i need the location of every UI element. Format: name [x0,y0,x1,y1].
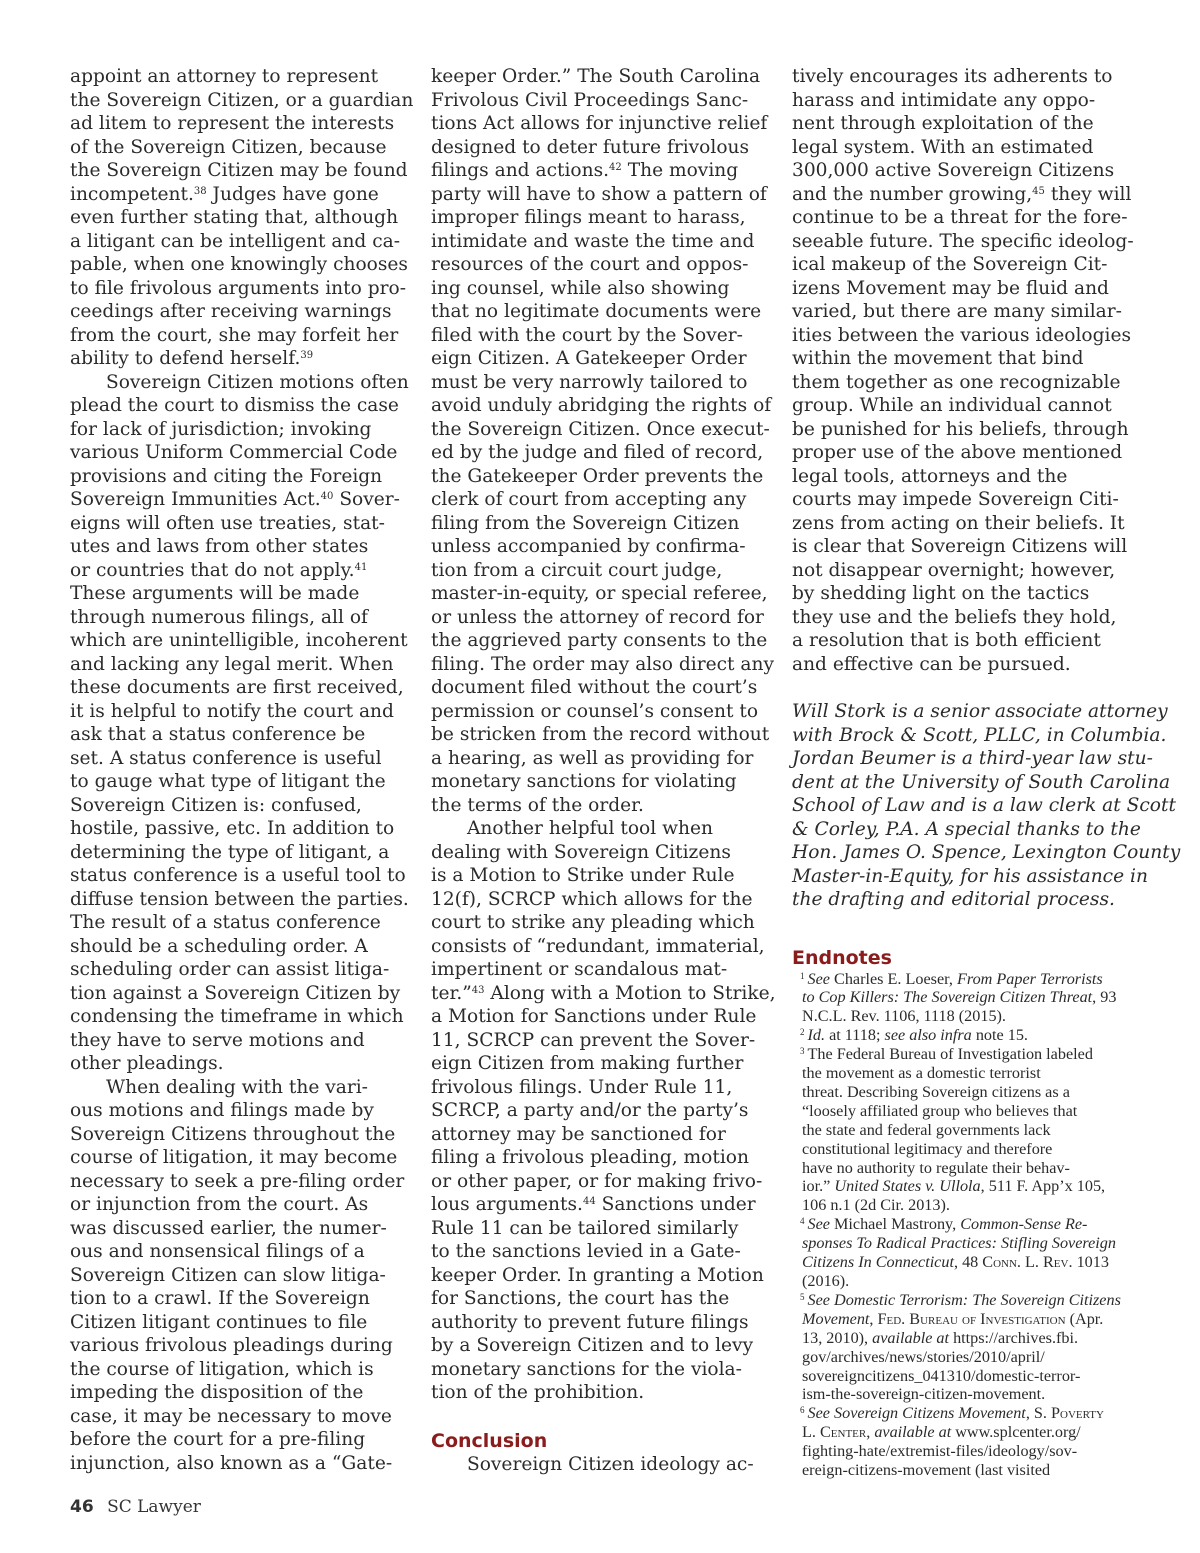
text-line: by shedding light on the tactics [792,583,1090,604]
text-line: ability to defend herself.$^{39}$ [70,348,314,369]
spacer [792,912,1132,946]
text-line: Will Stork is a senior associate attorney [792,701,1168,722]
text-line: be punished for his beliefs, through [792,418,1129,440]
text-line: and the number growing,$^{45}$ they will [792,183,1132,205]
endnote-line: gov/archives/news/stories/2010/april/ [802,1347,1045,1366]
text-line: eign Citizen. A Gatekeeper Order [431,348,747,369]
text-line: tion to a crawl. If the Sovereign [70,1288,370,1309]
text-line: zens from acting on their beliefs. It [792,512,1125,534]
text-line: the course of litigation, which is [70,1358,374,1380]
text-line: The result of a status conference [70,912,381,933]
text-line: it is helpful to notify the court and [70,700,394,722]
text-line: Hon. James O. Spence, Lexington County [792,842,1181,863]
endnote-item: $^2$ Id. at 1118; see also infra note 15. [800,1026,1028,1045]
endnote-line: the movement as a domestic terrorist [802,1064,1041,1083]
text-line: Sovereign Citizen is: confused, [70,794,362,816]
text-line: of the Sovereign Citizen, because [70,136,387,158]
text-line: filings and actions.$^{42}$ The moving [431,160,739,181]
text-line: or unless the attorney of record for [431,606,764,628]
text-line: ceedings after receiving warnings [70,301,392,322]
text-line: eign Citizen from making further [431,1053,744,1074]
text-line: These arguments will be made [70,583,360,604]
text-line: court to strike any pleading which [431,912,755,933]
text-line: filed with the court by the Sover- [431,324,743,346]
text-line: other pleadings. [70,1053,224,1074]
text-line: or countries that do not apply.$^{41}$ [70,559,368,581]
endnote-line: fighting-hate/extremist-files/ideology/sov- [802,1442,1078,1461]
text-line: necessary to seek a pre-filing order [70,1170,405,1192]
text-line: Sovereign Citizen motions often [106,371,409,393]
text-line: provisions and citing the Foreign [70,465,383,487]
text-line: consists of “redundant, immaterial, [431,935,765,957]
text-line: seeable future. The specific ideolog- [792,230,1134,252]
text-line: Citizen litigant continues to file [70,1311,368,1333]
endnote-line: have no authority to regulate their behav- [802,1158,1070,1177]
text-line: Sovereign Citizen ideology ac- [467,1453,754,1475]
text-line: dent at the University of South Carolina [792,771,1171,793]
text-line: a hearing, as well as providing for [431,747,754,769]
text-line: 11, SCRCP can prevent the Sover- [431,1029,756,1051]
text-line: ask that a status conference be [70,724,366,745]
column-1 [70,65,414,1475]
text-line: filing. The order may also direct any [431,653,774,675]
text-line: hostile, passive, etc. In addition to [70,818,395,839]
column-2 [431,65,776,1476]
text-line: Jordan Beumer is a third-year law stu- [792,748,1153,769]
text-line: When dealing with the vari- [106,1076,368,1098]
text-line: Sovereign Citizen can slow litiga- [70,1264,386,1286]
text-line: ities between the various ideologies [792,324,1131,346]
text-line: & Corley, P.A. A special thanks to the [792,818,1141,840]
text-line: master-in-equity, or special referee, [431,583,768,604]
endnote-line: to Cop Killers: The Sovereign Citizen Threat, 93 [802,988,1117,1007]
endnote-item: $^3$ The Federal Bureau of Investigation labeled [800,1045,1093,1064]
spacer [792,676,1132,700]
text-line: various frivolous pleadings during [70,1335,393,1356]
text-line: resources of the court and oppos- [431,254,749,275]
text-line: to the sanctions levied in a Gate- [431,1241,741,1262]
text-line: through numerous filings, all of [70,606,368,628]
endnote-line: Citizens In Connecticut, 48 Conn. L. Rev. 1013 [802,1253,1109,1272]
endnote-line: 106 n.1 (2d Cir. 2013). [802,1196,950,1215]
text-line: izens Movement may be fluid and [792,277,1109,299]
text-line: ing counsel, while also showing [431,277,730,299]
text-line: continue to be a threat for the fore- [792,207,1128,228]
text-line: impertinent or scandalous mat- [431,959,728,980]
endnote-line: threat. Describing Sovereign citizens as a [802,1082,1070,1101]
text-line: Master-in-Equity, for his assistance in [792,865,1148,887]
text-line: designed to deter future frivolous [431,136,750,158]
text-line: the Sovereign Citizen. Once execut- [431,418,770,440]
text-line: avoid unduly abridging the rights of [431,395,772,416]
endnotes-heading: Endnotes [792,946,892,969]
endnote-item: $^5$ See Domestic Terrorism: The Sovereign Citizens [800,1290,1121,1309]
text-line: be stricken from the record without [431,724,770,745]
text-line: keeper Order. In granting a Motion [431,1264,764,1286]
text-line: from the court, she may forfeit her [70,324,399,346]
endnote-line: sovereigncitizens_041310/domestic-terror- [802,1366,1081,1385]
text-line: eigns will often use treaties, stat- [70,512,385,534]
text-line: monetary sanctions for violating [431,771,737,792]
text-line: authority to prevent future filings [431,1311,749,1333]
text-line: tion from a circuit court judge, [431,559,723,581]
text-line: a Motion for Sanctions under Rule [431,1006,757,1027]
endnote-line: L. Center, available at www.splcenter.org/ [802,1423,1081,1442]
text-line: that no legitimate documents were [431,301,762,322]
text-line: must be very narrowly tailored to [431,371,748,393]
endnote-line: Movement, Fed. Bureau of Investigation (Apr. [802,1309,1104,1328]
text-line: scheduling order can assist litiga- [70,959,390,980]
text-line: legal system. With an estimated [792,136,1094,158]
text-line: keeper Order.” The South Carolina [431,66,761,87]
column-3 [792,65,1181,1480]
text-line: within the movement that bind [792,348,1084,369]
text-line: impeding the disposition of the [70,1382,364,1403]
text-line: which are unintelligible, incoherent [70,630,408,651]
text-line: Rule 11 can be tailored similarly [431,1217,739,1239]
conclusion-heading: Conclusion [431,1429,548,1452]
text-line: utes and laws from other states [70,536,369,557]
text-line: they have to serve motions and [70,1029,365,1051]
text-line: incompetent.$^{38}$ Judges have gone [70,183,379,205]
page-footer [70,1497,201,1517]
column-2-text [431,65,776,1405]
text-line: harass and intimidate any oppo- [792,89,1096,111]
text-line: attorney may be sanctioned for [431,1123,726,1145]
text-line: School of Law and is a law clerk at Scott [792,795,1176,816]
text-line: or injunction from the court. As [70,1194,369,1215]
text-line: party will have to show a pattern of [431,183,767,205]
endnote-line: the state and federal governments lack [802,1120,1051,1139]
text-line: courts may impede Sovereign Citi- [792,489,1119,510]
text-line: plead the court to dismiss the case [70,395,399,416]
text-line: or other paper, or for making frivo- [431,1170,763,1192]
text-line: improper filings meant to harass, [431,207,746,228]
endnote-line: 13, 2010), available at https://archives.fbi. [802,1328,1079,1347]
text-line: pable, when one knowingly chooses [70,254,408,275]
text-line: ous motions and filings made by [70,1100,374,1121]
conclusion-text [431,1453,773,1477]
text-line: case, it may be necessary to move [70,1405,392,1427]
text-line: the Sovereign Citizen, or a guardian [70,89,414,111]
text-line: ter.”$^{43}$ Along with a Motion to Strike, [431,982,776,1004]
text-line: the Sovereign Citizen may be found [70,160,408,181]
text-line: condensing the timeframe in which [70,1006,404,1027]
text-line: 300,000 active Sovereign Citizens [792,160,1115,181]
spacer [431,1405,773,1429]
column-3-text [792,65,1132,676]
text-line: the aggrieved party consents to the [431,630,768,651]
text-line: ad litem to represent the interests [70,113,395,134]
text-line: status conference is a useful tool to [70,865,406,886]
text-line: tions Act allows for injunctive relief [431,113,768,134]
text-line: they use and the beliefs they hold, [792,606,1117,628]
text-line: intimidate and waste the time and [431,230,755,252]
text-line: set. A status conference is useful [70,747,382,769]
endnotes-list [792,970,1132,1480]
text-line: the terms of the order. [431,794,644,816]
text-line: not disappear overnight; however, [792,559,1116,581]
text-line: varied, but there are many similar- [792,301,1122,322]
text-line: by a Sovereign Citizen and to levy [431,1335,754,1356]
text-line: Sovereign Immunities Act.$^{40}$ Sover- [70,489,400,510]
text-line: various Uniform Commercial Code [70,442,398,463]
text-line: ous and nonsensical filings of a [70,1241,365,1262]
endnote-line: N.C.L. Rev. 1106, 1118 (2015). [802,1007,1006,1026]
text-line: was discussed earlier, the numer- [70,1217,387,1239]
text-line: legal tools, attorneys and the [792,465,1068,487]
text-line: should be a scheduling order. A [70,935,368,957]
text-line: course of litigation, it may become [70,1147,398,1168]
text-line: unless accompanied by confirma- [431,536,746,557]
text-line: filing from the Sovereign Citizen [431,512,740,534]
text-line: a litigant can be intelligent and ca- [70,230,401,252]
endnote-item: $^4$ See Michael Mastrony, Common-Sense Re- [800,1215,1088,1234]
text-line: Frivolous Civil Proceedings Sanc- [431,89,749,111]
text-line: to gauge what type of litigant the [70,771,386,792]
text-line: for lack of jurisdiction; invoking [70,418,372,440]
endnote-line: sponses To Radical Practices: Stifling Sovereign [802,1234,1116,1253]
text-line: to file frivolous arguments into pro- [70,277,406,299]
text-line: tively encourages its adherents to [792,66,1113,87]
text-line: filing a frivolous pleading, motion [431,1147,749,1168]
text-line: diffuse tension between the parties. [70,888,409,910]
text-line: SCRCP, a party and/or the party’s [431,1100,749,1121]
text-line: before the court for a pre-filing [70,1429,366,1450]
text-line: permission or counsel’s consent to [431,700,759,722]
text-line: them together as one recognizable [792,371,1121,393]
text-line: these documents are first received, [70,677,404,698]
text-line: clerk of court from accepting any [431,489,747,510]
endnote-line: ism-the-sovereign-citizen-movement. [802,1385,1046,1404]
text-line: is clear that Sovereign Citizens will [792,536,1128,557]
text-line: even further stating that, although [70,207,399,228]
page-number: 46 [70,1497,94,1517]
text-line: nent through exploitation of the [792,113,1094,134]
endnote-item: $^6$ See Sovereign Citizens Movement, S. Poverty [800,1404,1104,1423]
endnote-line: ior.” United States v. Ullola, 511 F. App’x 105, [802,1177,1106,1196]
endnote-item: $^1$ See Charles E. Loeser, From Paper Terrorists [800,969,1103,988]
text-line: determining the type of litigant, a [70,841,390,863]
text-line: monetary sanctions for the viola- [431,1358,742,1380]
text-line: appoint an attorney to represent [70,66,379,87]
text-line: group. While an individual cannot [792,395,1112,416]
text-line: 12(f), SCRCP which allows for the [431,888,753,910]
text-line: proper use of the above mentioned [792,442,1123,463]
text-line: with Brock & Scott, PLLC, in Columbia. [792,724,1167,746]
text-line: injunction, also known as a “Gate- [70,1452,393,1474]
text-line: the Gatekeeper Order prevents the [431,465,764,487]
endnote-line: ereign-citizens-movement (last visited [802,1461,1051,1480]
text-line: tion against a Sovereign Citizen by [70,982,401,1004]
text-line: lous arguments.$^{44}$ Sanctions under [431,1194,756,1215]
endnote-line: (2016). [802,1272,850,1290]
text-line: Another helpful tool when [467,818,713,839]
author-bio [792,700,1181,912]
text-line: tion of the prohibition. [431,1382,645,1403]
endnote-line: constitutional legitimacy and therefore [802,1139,1053,1158]
text-line: document filed without the court’s [431,677,758,698]
publication-name: SC Lawyer [107,1497,201,1517]
text-line: is a Motion to Strike under Rule [431,865,735,886]
text-line: Sovereign Citizens throughout the [70,1123,396,1145]
text-line: the drafting and editorial process. [792,889,1115,910]
text-line: frivolous filings. Under Rule 11, [431,1076,733,1098]
text-line: ical makeup of the Sovereign Cit- [792,254,1108,275]
text-line: dealing with Sovereign Citizens [431,841,731,863]
text-line: ed by the judge and filed of record, [431,442,764,463]
text-line: for Sanctions, the court has the [431,1288,730,1309]
endnote-line: “loosely affiliated group who believes that [802,1101,1078,1120]
text-line: and effective can be pursued. [792,653,1071,675]
text-line: and lacking any legal merit. When [70,653,394,675]
text-line: a resolution that is both efficient [792,630,1101,651]
